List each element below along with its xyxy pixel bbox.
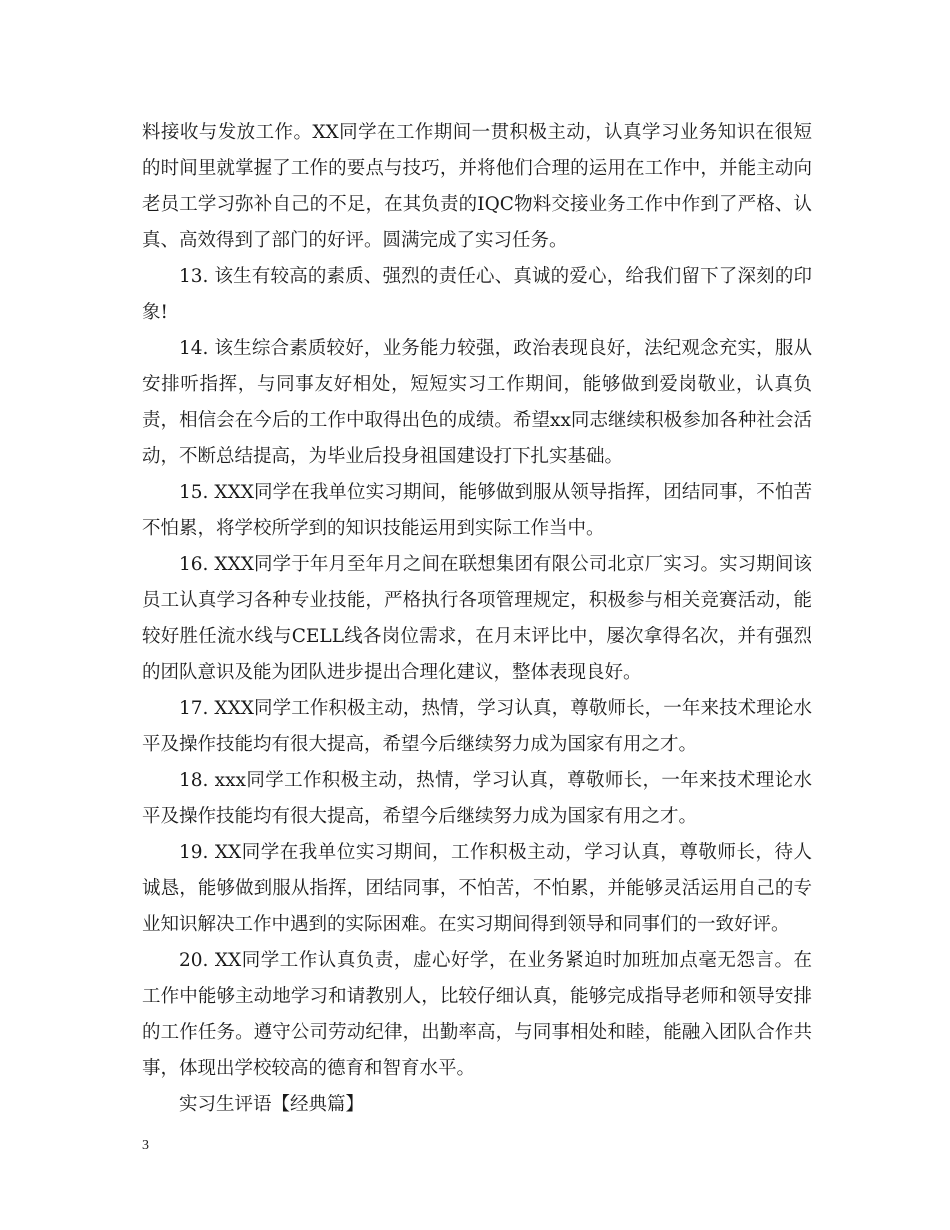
paragraph-item-16: 16. XXX同学于年月至年月之间在联想集团有限公司北京厂实习。实习期间该员工认真学习各种专业技能，严格执行各项管理规定，积极参与相关竞赛活动，能较好胜任流水线与CELL线各岗位需求，在月末评比中，屡次拿得名次，并有强烈的团队意识及能为团队进步提出合理化建议，整体表现良好。 <box>142 554 812 683</box>
paragraph-item-14: 14. 该生综合素质较好，业务能力较强，政治表现良好，法纪观念充实，服从安排听指挥，与同事友好相处，短短实习工作期间，能够做到爱岗敬业，认真负责，相信会在今后的工作中取得出色的成绩。希望xx同志继续积极参加各种社会活动，不断总结提高，为毕业后投身祖国建设打下扎实基础。 <box>142 338 812 467</box>
paragraph-item-20: 20. XX同学工作认真负责，虚心好学，在业务紧迫时加班加点毫无怨言。在工作中能够主动地学习和请教别人，比较仔细认真，能够完成指导老师和领导安排的工作任务。遵守公司劳动纪律，出勤率高，与同事相处和睦，能融入团队合作共事，体现出学校较高的德育和智育水平。 <box>142 950 812 1079</box>
paragraph-item-18: 18. xxx同学工作积极主动，热情，学习认真，尊敬师长，一年来技术理论水平及操作技能均有很大提高，希望今后继续努力成为国家有用之才。 <box>142 770 812 827</box>
paragraph-item-19: 19. XX同学在我单位实习期间，工作积极主动，学习认真，尊敬师长，待人诚恳，能够做到服从指挥，团结同事，不怕苦，不怕累，并能够灵活运用自己的专业知识解决工作中遇到的实际困难。在实习期间得到领导和同事们的一致好评。 <box>142 842 812 935</box>
paragraph-item-13: 13. 该生有较高的素质、强烈的责任心、真诚的爱心，给我们留下了深刻的印象! <box>142 266 812 323</box>
paragraph-item-15: 15. XXX同学在我单位实习期间，能够做到服从领导指挥，团结同事，不怕苦不怕累，将学校所学到的知识技能运用到实际工作当中。 <box>142 482 812 539</box>
paragraph-item-17: 17. XXX同学工作积极主动，热情，学习认真，尊敬师长，一年来技术理论水平及操作技能均有很大提高，希望今后继续努力成为国家有用之才。 <box>142 698 812 755</box>
paragraph-continuation: 料接收与发放工作。XX同学在工作期间一贯积极主动，认真学习业务知识在很短的时间里就掌握了工作的要点与技巧，并将他们合理的运用在工作中，并能主动向老员工学习弥补自己的不足，在其负责的IQC物料交接业务工作中作到了严格、认真、高效得到了部门的好评。圆满完成了实习任务。 <box>142 122 812 251</box>
section-heading: 实习生评语【经典篇】 <box>179 1094 365 1115</box>
document-body <box>142 115 812 1123</box>
page-number: 3 <box>142 1138 149 1153</box>
